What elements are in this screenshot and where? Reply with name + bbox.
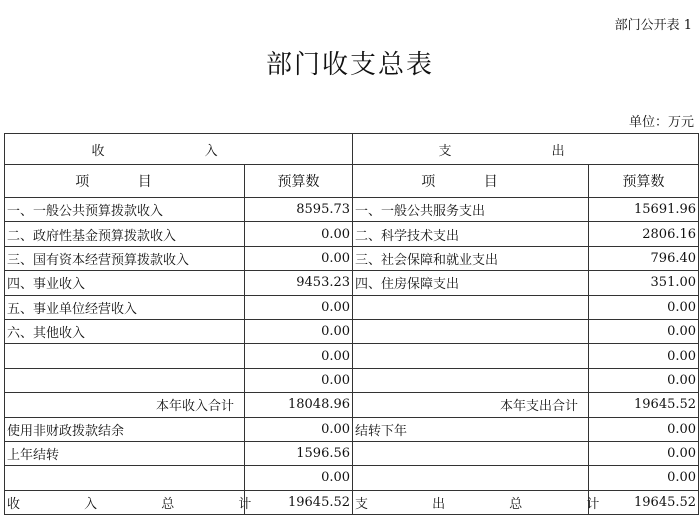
table-row	[5, 271, 699, 295]
page-title: 部门收支总表	[265, 50, 434, 80]
expense-item: 三、社会保障和就业支出	[353, 246, 589, 270]
income-item: 使用非财政拨款结余	[5, 417, 245, 441]
expense-item	[353, 368, 589, 392]
grand-income-total: 19645.52	[245, 490, 353, 514]
grand-expense-total: 19645.52	[589, 490, 699, 514]
column-header-row	[5, 165, 699, 198]
grand-total-row	[5, 490, 699, 514]
unit-label: 单位：万元	[628, 115, 694, 130]
expense-value: 0.00	[589, 368, 699, 392]
table-number-label: 部门公开表 1	[614, 18, 692, 33]
expense-item: 二、科学技术支出	[353, 222, 589, 246]
expense-item	[353, 319, 589, 343]
table-row	[5, 368, 699, 392]
income-value: 0.00	[245, 222, 353, 246]
income-value: 0.00	[245, 319, 353, 343]
income-budget-header: 预算数	[245, 165, 353, 198]
income-item: 上年结转	[5, 441, 245, 465]
income-item: 一、一般公共预算拨款收入	[5, 198, 245, 222]
income-section-header: 收 入	[5, 134, 353, 165]
income-item: 五、事业单位经营收入	[5, 295, 245, 319]
expense-value: 0.00	[589, 441, 699, 465]
expense-value: 351.00	[589, 271, 699, 295]
expense-item: 结转下年	[353, 417, 589, 441]
expense-value: 0.00	[589, 295, 699, 319]
year-income-total: 18048.96	[245, 393, 353, 417]
year-income-total-label: 本年收入合计	[5, 393, 245, 417]
income-item: 六、其他收入	[5, 319, 245, 343]
expense-item	[353, 466, 589, 490]
income-value: 1596.56	[245, 441, 353, 465]
income-value: 0.00	[245, 295, 353, 319]
table-row	[5, 246, 699, 270]
expense-value: 15691.96	[589, 198, 699, 222]
year-total-row	[5, 393, 699, 417]
year-expense-total-label: 本年支出合计	[353, 393, 589, 417]
income-value: 0.00	[245, 368, 353, 392]
income-value: 8595.73	[245, 198, 353, 222]
income-item	[5, 466, 245, 490]
table-row	[5, 466, 699, 490]
expense-value: 0.00	[589, 344, 699, 368]
income-item	[5, 344, 245, 368]
table-row	[5, 295, 699, 319]
table-row	[5, 198, 699, 222]
expense-budget-header: 预算数	[589, 165, 699, 198]
income-item: 四、事业收入	[5, 271, 245, 295]
budget-table	[4, 133, 699, 515]
income-item: 三、国有资本经营预算拨款收入	[5, 246, 245, 270]
table-row	[5, 344, 699, 368]
income-value: 0.00	[245, 466, 353, 490]
income-value: 0.00	[245, 246, 353, 270]
expense-value: 0.00	[589, 466, 699, 490]
income-value: 9453.23	[245, 271, 353, 295]
income-item-header: 项 目	[5, 165, 245, 198]
table-row	[5, 417, 699, 441]
expense-item	[353, 295, 589, 319]
table-row	[5, 319, 699, 343]
expense-value: 2806.16	[589, 222, 699, 246]
expense-value: 0.00	[589, 417, 699, 441]
year-expense-total: 19645.52	[589, 393, 699, 417]
expense-item	[353, 344, 589, 368]
income-value: 0.00	[245, 344, 353, 368]
expense-item	[353, 441, 589, 465]
expense-section-header: 支 出	[353, 134, 699, 165]
grand-expense-label: 支 出 总 计	[353, 490, 589, 514]
expense-item-header: 项 目	[353, 165, 589, 198]
grand-income-label: 收 入 总 计	[5, 490, 245, 514]
section-header-row	[5, 134, 699, 165]
table-row	[5, 222, 699, 246]
income-value: 0.00	[245, 417, 353, 441]
expense-value: 796.40	[589, 246, 699, 270]
expense-item: 一、一般公共服务支出	[353, 198, 589, 222]
income-item: 二、政府性基金预算拨款收入	[5, 222, 245, 246]
expense-item: 四、住房保障支出	[353, 271, 589, 295]
expense-value: 0.00	[589, 319, 699, 343]
income-item	[5, 368, 245, 392]
table-row	[5, 441, 699, 465]
